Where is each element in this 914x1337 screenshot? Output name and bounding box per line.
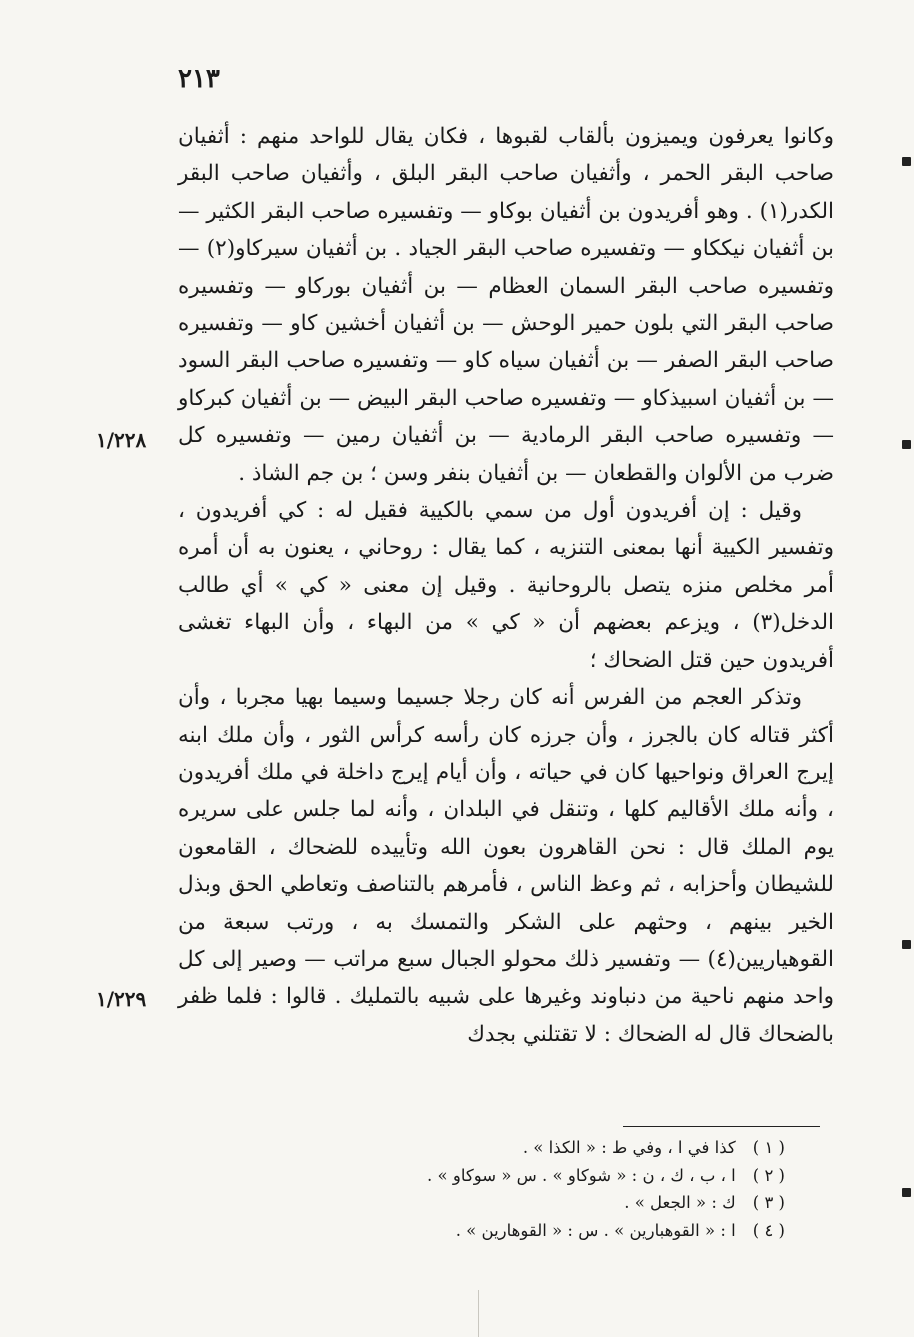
- footnote: [300, 1189, 785, 1217]
- footnote-number: ( ٢ ): [752, 1165, 785, 1185]
- footnote-text: ك : « الجعل » .: [624, 1193, 736, 1212]
- edge-mark: [902, 440, 911, 449]
- footnote: [300, 1217, 785, 1245]
- paragraph: وقيل : إن أفريدون أول من سمي بالكيية فقيل له : كي أفريدون ، وتفسير الكيية أنها بمعنى التنزيه ، كما يقال : روحاني ، يعنون به أن أمره أمر مخلص منزه يتصل بالروحانية . وقيل إن معنى « كي » أي طالب الدخل(٣) ، ويزعم بعضهم أن « كي » من البهاء ، وأن البهاء تغشى أفريدون حين قتل الضحاك ؛: [178, 498, 834, 673]
- margin-reference: ١/٢٢٩: [96, 987, 147, 1011]
- edge-mark: [902, 940, 911, 949]
- edge-mark: [902, 157, 911, 166]
- paragraph: وتذكر العجم من الفرس أنه كان رجلا جسيما وسيما بهيا مجربا ، وأن أكثر قتاله كان بالجرز ، وأن جرزه كان رأسه كرأس الثور ، وأن ملك ابنه إيرج العراق ونواحيها كان في حياته ، وأن أيام إيرج داخلة في ملك أفريدون ، وأنه ملك الأقاليم كلها ، وتنقل في البلدان ، وأنه لما جلس على سريره يوم الملك قال : نحن القاهرون بعون الله وتأييده للضحاك ، القامعون للشيطان وأحزابه ، ثم وعظ الناس ، فأمرهم بالتناصف وتعاطي الحق وبذل الخير بينهم ، وحثهم على الشكر والتمسك به ، ورتب سبعة من القوهياريين(٤) — وتفسير ذلك محولو الجبال سبع مراتب — وصير إلى كل واحد منهم ناحية من دنباوند وغيرها على شبيه بالتمليك . قالوا : فلما ظفر بالضحاك قال له الضحاك : لا تقتلني بجدك: [178, 685, 834, 1047]
- paragraph: وكانوا يعرفون ويميزون بألقاب لقبوها ، فكان يقال للواحد منهم : أثفيان صاحب البقر الحمر ، وأثفيان صاحب البقر البلق ، وأثفيان صاحب البقر الكدر(١) . وهو أفريدون بن أثفيان بوكاو — وتفسيره صاحب البقر الكثير — بن أثفيان نيككاو — وتفسيره صاحب البقر الجياد . بن أثفيان سيركاو(٢) — وتفسيره صاحب البقر السمان العظام — بن أثفيان بوركاو — وتفسيره صاحب البقر التي بلون حمير الوحش — بن أثفيان أخشين كاو — وتفسيره صاحب البقر الصفر — بن أثفيان سياه كاو — وتفسيره صاحب البقر السود — بن أثفيان اسبيذكاو — وتفسيره صاحب البقر البيض — بن أثفيان كبركاو — وتفسيره صاحب البقر الرمادية — بن أثفيان رمين — وتفسيره كل ضرب من الألوان والقطعان — بن أثفيان بنفر وسن ؛ بن جم الشاذ .: [178, 124, 834, 486]
- footnote-text: ا : « القوهبارين » . س : « القوهارين » .: [455, 1220, 736, 1240]
- footnote-rule: [623, 1126, 820, 1127]
- page-number: ٢١٣: [178, 64, 220, 94]
- footnote-text: كذا في ا ، وفي ط : « الكذا » .: [522, 1138, 736, 1157]
- page-crease: [478, 1290, 479, 1337]
- footnotes: [300, 1134, 785, 1244]
- footnote-number: ( ٣ ): [752, 1193, 785, 1212]
- footnote-number: ( ١ ): [752, 1138, 785, 1157]
- footnote: [300, 1134, 785, 1162]
- main-text: [178, 118, 834, 1053]
- edge-mark: [902, 1188, 911, 1197]
- footnote: [300, 1162, 785, 1190]
- margin-reference: ١/٢٢٨: [96, 428, 147, 452]
- footnote-number: ( ٤ ): [752, 1220, 785, 1240]
- footnote-text: ا ، ب ، ك ، ن : « شوكاو » . س « سوكاو » .: [427, 1165, 736, 1185]
